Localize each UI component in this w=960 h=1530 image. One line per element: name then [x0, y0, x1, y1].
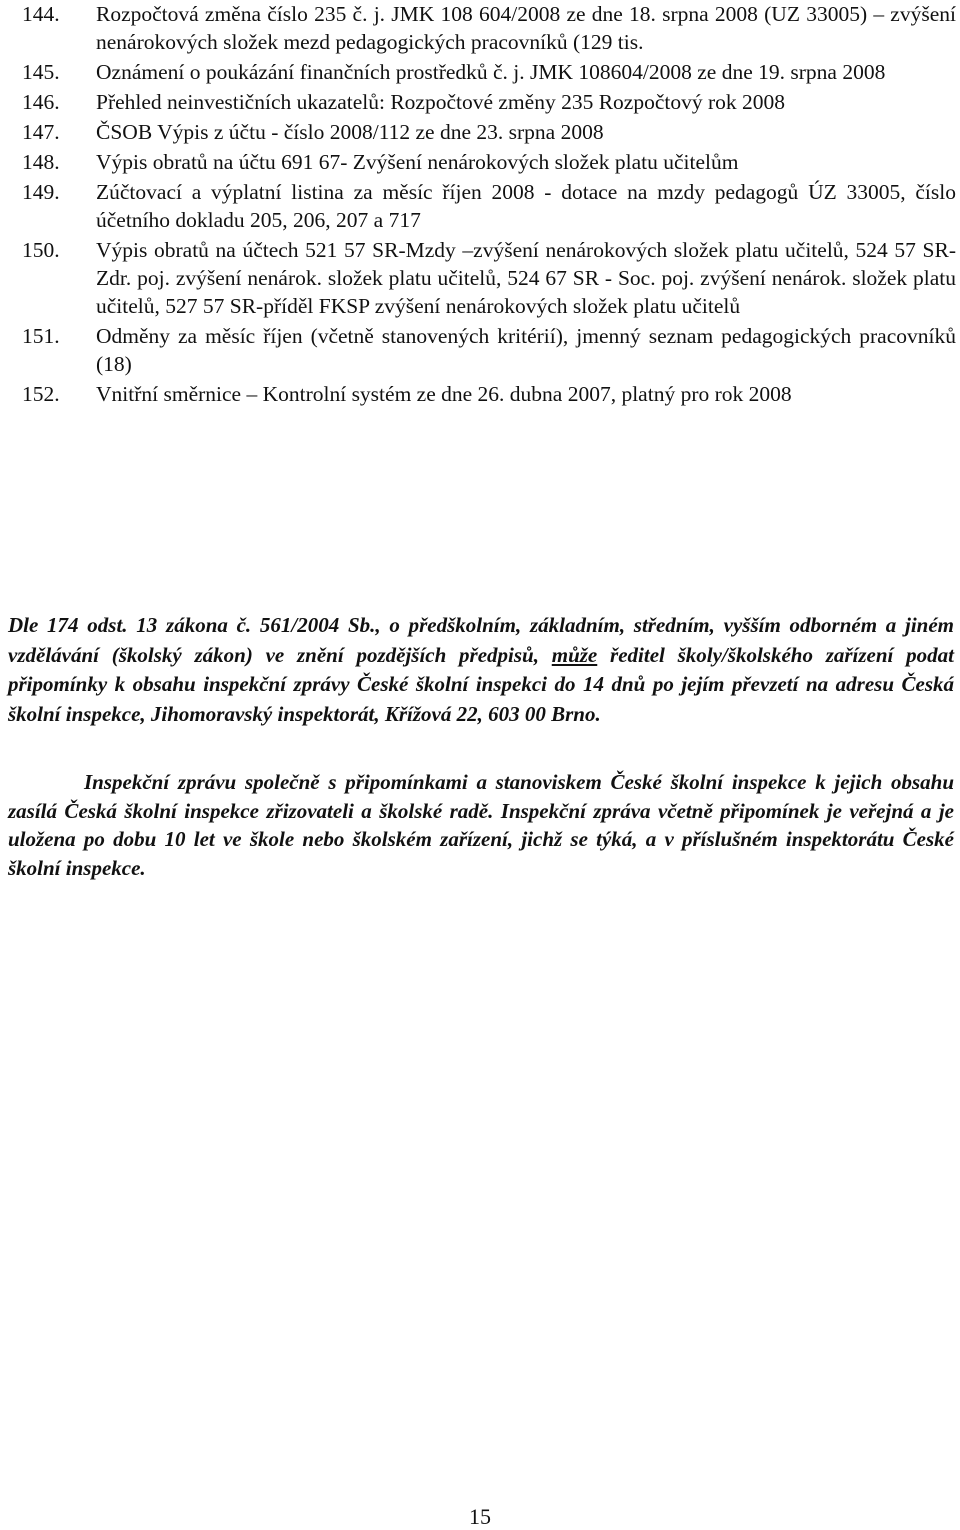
item-number: 152.: [22, 382, 60, 406]
item-text: Vnitřní směrnice – Kontrolní systém ze dne 26. dubna 2007, platný pro rok 2008: [96, 382, 792, 406]
item-number: 151.: [22, 324, 60, 348]
item-text: Rozpočtová změna číslo 235 č. j. JMK 108 604/2008 ze dne 18. srpna 2008 (UZ 33005) – zvýšení nenárokových složek mezd pedagogických pracovníků (129 tis.: [96, 2, 956, 54]
item-number: 147.: [22, 120, 60, 144]
list-item: [22, 148, 956, 176]
item-text: Zúčtovací a výplatní listina za měsíc říjen 2008 - dotace na mzdy pedagogů ÚZ 33005, číslo účetního dokladu 205, 206, 207 a 717: [96, 180, 956, 232]
list-item: [22, 58, 956, 86]
list-item: [22, 0, 956, 56]
list-item: [22, 88, 956, 116]
item-text: ČSOB Výpis z účtu - číslo 2008/112 ze dne 23. srpna 2008: [96, 120, 604, 144]
page-number: 15: [469, 1504, 491, 1529]
notice-body-part2: ředitel školy/školského zařízení podat připomínky k obsahu inspekční zprávy České školní inspekci do 14 dnů po jejím převzetí na adresu Česká školní inspekce, Jihomoravský inspektorát, Křížová 22, 603 00 Brno.: [8, 642, 954, 726]
item-number: 145.: [22, 60, 60, 84]
item-number: 146.: [22, 90, 60, 114]
attachments-list: [22, 0, 956, 410]
item-text: Odměny za měsíc říjen (včetně stanovených kritérií), jmenný seznam pedagogických pracovníků (18): [96, 324, 956, 376]
comments-notice: [8, 611, 954, 729]
list-item: [22, 178, 956, 234]
notice-may-word: může: [551, 642, 598, 667]
list-item: [22, 380, 956, 408]
item-text: Oznámení o poukázání finančních prostředků č. j. JMK 108604/2008 ze dne 19. srpna 2008: [96, 60, 886, 84]
notice-body-part1: , o předškolním, základním, středním, vyšším odborném a jiném vzdělávání (školský zákon) ve znění pozdějších předpisů,: [8, 613, 954, 667]
item-text: Přehled neinvestičních ukazatelů: Rozpočtové změny 235 Rozpočtový rok 2008: [96, 90, 786, 114]
list-item: [22, 322, 956, 378]
list-item: [22, 118, 956, 146]
list-item: [22, 236, 956, 320]
item-number: 149.: [22, 180, 60, 204]
item-number: 144.: [22, 2, 60, 26]
legal-reference: Dle 174 odst. 13 zákona č. 561/2004 Sb.: [8, 613, 376, 637]
item-number: 150.: [22, 238, 60, 262]
item-text: Výpis obratů na účtu 691 67- Zvýšení nenárokových složek platu učitelům: [96, 150, 739, 174]
report-distribution-notice: Inspekční zprávu společně s připomínkami a stanoviskem České školní inspekce k jejich obsahu zasílá Česká školní inspekce zřizovateli a školské radě. Inspekční zpráva včetně připomínek je veřejná a je uložena po dobu 10 let ve škole nebo školském zařízení, jichž se týká, a v příslušném inspektorátu České školní inspekce.: [8, 770, 954, 880]
item-text: Výpis obratů na účtech 521 57 SR-Mzdy –zvýšení nenárokových složek platu učitelů, 524 57 SR-Zdr. poj. zvýšení nenárok. složek platu učitelů, 524 67 SR - Soc. poj. zvýšení nenárok. složek platu učitelů, 527 57 SR-příděl FKSP zvýšení nenárokových složek platu učitelů: [96, 238, 956, 318]
item-number: 148.: [22, 150, 60, 174]
